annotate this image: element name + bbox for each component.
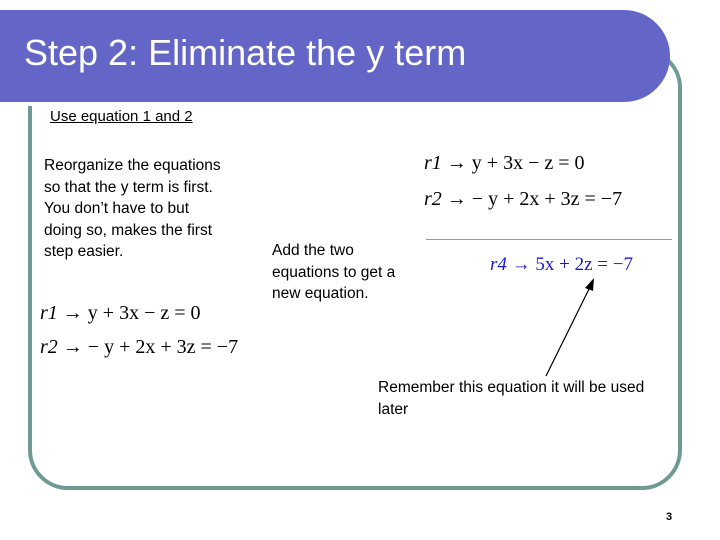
add-equations-note: Add the two equations to get a new equation.	[272, 242, 396, 302]
arrow-symbol: →	[511, 254, 531, 275]
instructions-text: Reorganize the equations so that the y term is first. You don’t have to but doing so, makes the first step easier.	[44, 157, 221, 260]
arrow-symbol: →	[446, 188, 467, 210]
equation-label: r4	[490, 254, 507, 275]
arrow-symbol: →	[62, 302, 83, 324]
equation-label: r2	[424, 188, 442, 210]
slide-title: Step 2: Eliminate the y term	[24, 32, 467, 73]
equation-expression: − y + 2x + 3z = −7	[471, 188, 623, 210]
slide-subtitle: Use equation 1 and 2	[50, 108, 193, 125]
equation-expression: − y + 2x + 3z = −7	[87, 336, 239, 358]
page-number: 3	[666, 511, 673, 523]
equation-expression: y + 3x − z = 0	[471, 152, 585, 174]
pointer-arrow-head	[585, 278, 594, 291]
equation-label: r1	[40, 302, 58, 324]
equation-label: r1	[424, 152, 442, 174]
arrow-symbol: →	[446, 152, 467, 174]
remember-note: Remember this equation it will be used later	[378, 379, 645, 418]
pointer-arrow-line	[546, 285, 591, 376]
arrow-symbol: →	[62, 336, 83, 358]
equation-expression: 5x + 2z = −7	[535, 254, 633, 275]
equation-label: r2	[40, 336, 58, 358]
equation-expression: y + 3x − z = 0	[87, 302, 201, 324]
